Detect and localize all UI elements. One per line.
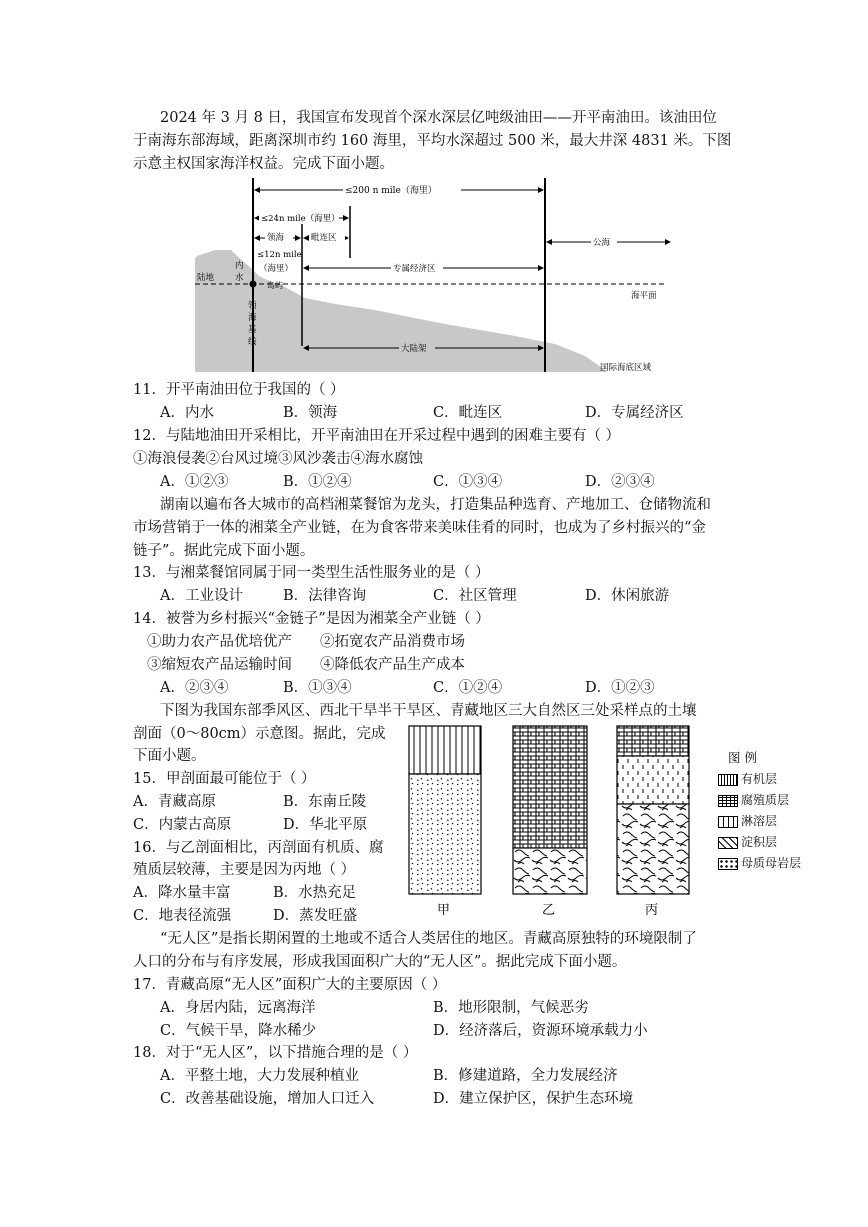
q18-stem: 18．对于“无人区”，以下措施合理的是（ ） xyxy=(133,1045,418,1061)
q15-option-c[interactable]: C．内蒙古高原 xyxy=(133,817,232,833)
q16-stem-line2: 殖质层较薄，主要是因为丙地（ ） xyxy=(133,862,356,878)
q16-option-a[interactable]: A．降水量丰富 xyxy=(133,885,231,901)
q14-option-c[interactable]: C．①②④ xyxy=(433,680,503,696)
label-12nm-a: ≤12n mile xyxy=(257,250,302,260)
q17-option-d[interactable]: D．经济落后，资源环境承载力小 xyxy=(433,1023,648,1039)
q13-stem: 13．与湘菜餐馆同属于同一类型生活性服务业的是（ ） xyxy=(133,565,490,581)
legend-item-organic xyxy=(718,772,777,786)
q17-option-a[interactable]: A．身居内陆，远离海洋 xyxy=(160,1000,316,1016)
label-baseline-2: 海 xyxy=(248,313,257,323)
label-sea-level: 海平面 xyxy=(631,291,657,301)
legend-deposition-label: 淀积层 xyxy=(741,835,778,849)
passage4-line2: 人口的分布与有序发展，形成我国面积广大的“无人区”。据此完成下面小题。 xyxy=(133,954,627,970)
q14-statement-3: ③缩短农产品运输时间 xyxy=(147,657,292,673)
q11-option-c[interactable]: C．毗连区 xyxy=(433,405,503,421)
q18-option-b[interactable]: B．修建道路，全力发展经济 xyxy=(433,1068,618,1084)
q14-option-a[interactable]: A．②③④ xyxy=(160,680,229,696)
label-continental-shelf: 大陆架 xyxy=(401,344,427,354)
label-24nm: ≤24n mile（海里） xyxy=(261,214,340,224)
label-inland-b: 水 xyxy=(235,273,244,283)
q12-option-c[interactable]: C．①③④ xyxy=(433,474,503,490)
q12-option-d[interactable]: D．②③④ xyxy=(585,474,655,490)
q16-stem-line1: 16．与乙剖面相比，丙剖面有机质、腐 xyxy=(133,840,384,856)
q12-option-a[interactable]: A．①②③ xyxy=(160,474,229,490)
q13-option-d[interactable]: D．休闲旅游 xyxy=(585,588,670,604)
passage2-line1: 湖南以遍布各大城市的高档湘菜餐馆为龙头，打造集品种选育、产地加工、仓储物流和 xyxy=(160,497,711,513)
legend-parent-label: 母质母岩层 xyxy=(741,856,802,870)
q14-statement-4: ④降低农产品生产成本 xyxy=(320,657,465,673)
label-land: 陆地 xyxy=(197,273,215,283)
q15-option-a[interactable]: A．青藏高原 xyxy=(133,794,216,810)
label-baseline-4: 线 xyxy=(248,337,257,347)
q14-statement-2: ②拓宽农产品消费市场 xyxy=(320,634,465,650)
profile-label-yi: 乙 xyxy=(542,903,556,918)
q18-option-c[interactable]: C．改善基础设施，增加人口迁入 xyxy=(160,1091,375,1107)
profile-label-jia: 甲 xyxy=(437,903,451,918)
q13-option-c[interactable]: C．社区管理 xyxy=(433,588,517,604)
soil-profiles-figure xyxy=(405,722,710,922)
q17-option-c[interactable]: C．气候干旱，降水稀少 xyxy=(160,1023,317,1039)
legend-item-deposition xyxy=(718,835,777,849)
organic-swatch xyxy=(718,774,738,786)
passage3-line2: 剖面（0～80cm）示意图。据此，完成 xyxy=(133,726,386,742)
passage3-line1: 下图为我国东部季风区、西北干旱半干旱区、青藏地区三大自然区三处采样点的土壤 xyxy=(160,703,697,719)
label-contiguous-zone: 毗连区 xyxy=(311,233,337,243)
q13-option-a[interactable]: A．工业设计 xyxy=(160,588,243,604)
q14-statement-1: ①助力农产品优培优产 xyxy=(147,634,292,650)
q16-option-c[interactable]: C．地表径流强 xyxy=(133,908,232,924)
label-eez: 专属经济区 xyxy=(393,264,436,274)
label-12nm-b: （海里） xyxy=(259,264,294,274)
q18-option-a[interactable]: A．平整土地，大力发展种植业 xyxy=(160,1068,359,1084)
label-territorial-sea: 领海 xyxy=(267,233,285,243)
q12-stem: 12．与陆地油田开采相比，开平南油田在开采过程中遇到的困难主要有（ ） xyxy=(133,428,621,444)
parent-material-swatch xyxy=(718,858,738,870)
label-200nm: ≤200 n mile（海里） xyxy=(345,186,437,196)
q14-stem: 14．被誉为乡村振兴“金链子”是因为湘菜全产业链（ ） xyxy=(133,611,490,627)
passage1-line3: 示意主权国家海洋权益。完成下面小题。 xyxy=(133,156,394,172)
label-high-seas: 公海 xyxy=(593,238,611,248)
maritime-zones-figure xyxy=(195,176,675,376)
passage1-line1: 2024 年 3 月 8 日，我国宣布发现首个深水深层亿吨级油田——开平南油田。该油田位 xyxy=(160,110,717,126)
q17-option-b[interactable]: B．地形限制，气候恶劣 xyxy=(433,1000,589,1016)
q11-option-d[interactable]: D．专属经济区 xyxy=(585,405,684,421)
legend-item-humus xyxy=(718,793,789,807)
q15-stem: 15．甲剖面最可能位于（ ） xyxy=(133,771,316,787)
q11-option-a[interactable]: A．内水 xyxy=(160,405,214,421)
passage4-line1: “无人区”是指长期闲置的土地或不适合人类居住的地区。青藏高原独特的环境限制了 xyxy=(160,931,697,947)
leaching-swatch xyxy=(718,816,738,828)
profile-label-bing: 丙 xyxy=(645,903,659,918)
deposition-swatch xyxy=(718,837,738,849)
q16-option-d[interactable]: D．蒸发旺盛 xyxy=(273,908,358,924)
label-inland-a: 内 xyxy=(235,261,244,271)
label-baseline-3: 基 xyxy=(248,325,257,335)
q12-statements: ①海浪侵袭②台风过境③风沙袭击④海水腐蚀 xyxy=(133,451,423,467)
q14-option-d[interactable]: D．①②③ xyxy=(585,680,655,696)
q12-option-b[interactable]: B．①②④ xyxy=(283,474,352,490)
q15-option-b[interactable]: B．东南丘陵 xyxy=(283,794,367,810)
passage1-line2: 于南海东部海域，距离深圳市约 160 海里，平均水深超过 500 米，最大井深 4831 米。下图 xyxy=(133,133,732,149)
q16-option-b[interactable]: B．水热充足 xyxy=(273,885,357,901)
q11-option-b[interactable]: B．领海 xyxy=(283,405,338,421)
label-seabed-area: 国际海底区域 xyxy=(600,363,652,373)
label-island: 岛屿 xyxy=(267,281,283,290)
q15-option-d[interactable]: D．华北平原 xyxy=(283,817,368,833)
passage2-line3: 链子”。据此完成下面小题。 xyxy=(133,543,315,559)
label-baseline-1: 领 xyxy=(248,301,257,311)
legend-humus-label: 腐殖质层 xyxy=(741,793,790,807)
humus-swatch xyxy=(718,795,738,807)
legend-leaching-label: 淋溶层 xyxy=(741,814,778,828)
q17-stem: 17．青藏高原“无人区”面积广大的主要原因（ ） xyxy=(133,977,447,993)
passage2-line2: 市场营销于一体的湘菜全产业链，在为食客带来美味佳肴的同时，也成为了乡村振兴的“金 xyxy=(133,520,706,536)
q13-option-b[interactable]: B．法律咨询 xyxy=(283,588,367,604)
q18-option-d[interactable]: D．建立保护区，保护生态环境 xyxy=(433,1091,634,1107)
q11-stem: 11．开平南油田位于我国的（ ） xyxy=(133,382,345,398)
passage3-line3: 下面小题。 xyxy=(133,748,206,764)
q14-option-b[interactable]: B．①③④ xyxy=(283,680,352,696)
legend-title: 图 例 xyxy=(728,750,757,765)
legend-item-parent xyxy=(718,856,801,870)
legend-item-leaching xyxy=(718,814,777,828)
legend-organic-label: 有机层 xyxy=(741,772,778,786)
